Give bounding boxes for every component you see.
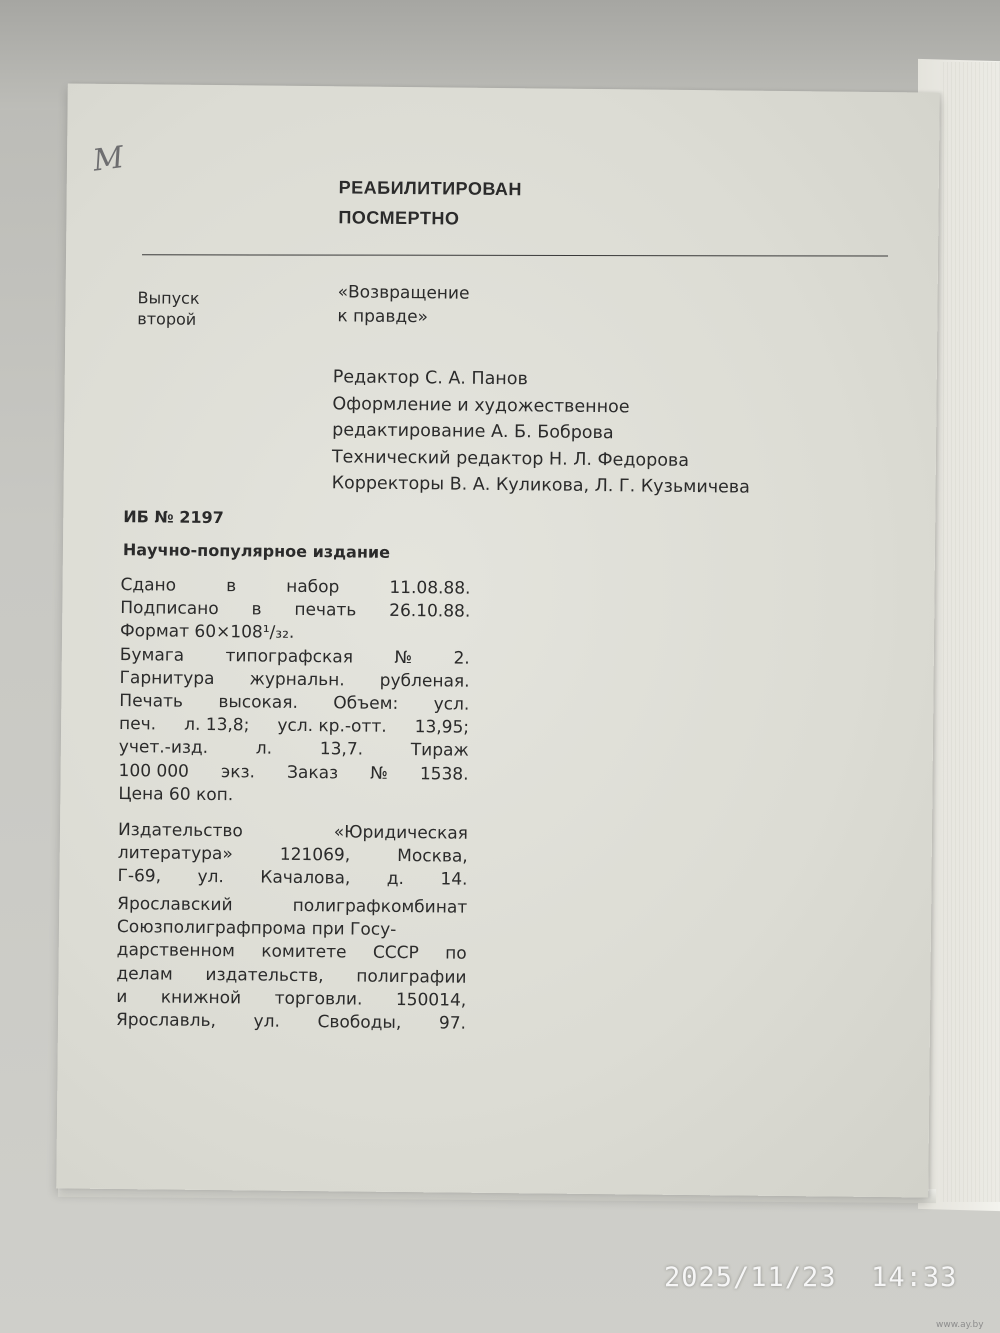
imprint-word: 121069, (279, 844, 351, 866)
imprint-word: Заказ (286, 762, 339, 783)
series-title (338, 172, 522, 234)
imprint-word: № (394, 647, 413, 668)
imprint-word: 11.08.88. (389, 577, 471, 599)
imprint-line (117, 865, 467, 892)
issue-line: Выпуск (137, 288, 200, 308)
imprint-word: Подписано (120, 598, 219, 620)
imprint-word: 13,7. (319, 739, 364, 761)
imprint-word: и (116, 986, 128, 1007)
imprint-word: 1538. (419, 763, 469, 785)
imprint-word: 26.10.88. (389, 601, 471, 622)
imprint-word: 14. (440, 869, 468, 891)
imprint-word: по (445, 943, 467, 965)
genre-label: Научно-популярное издание (122, 540, 391, 562)
imprint-word: 100 000 (118, 760, 190, 782)
imprint-word: усл. кр.-отт. (277, 715, 387, 738)
imprint-word: Объем: (333, 693, 399, 714)
imprint-word: Печать (119, 691, 184, 712)
book-page-edges (940, 62, 1000, 1202)
imprint-word: полиграфкомбинат (292, 895, 468, 918)
imprint-line (119, 690, 469, 717)
imprint-word: СССР (372, 943, 419, 964)
imprint-word: ул. (253, 1011, 281, 1032)
credit-line: Редактор С. А. Панов (332, 367, 528, 390)
imprint-word: д. (386, 869, 405, 890)
imprint-word: Свободы, (317, 1012, 402, 1034)
imprint-word: Москва, (397, 846, 468, 867)
imprint-word: печ. (118, 714, 157, 735)
credits (331, 364, 751, 501)
imprint-word: «Юридическая (333, 822, 469, 844)
pencil-mark: М (90, 140, 126, 179)
imprint-word: Сдано (120, 575, 177, 596)
imprint-word: л. 13,8; (184, 714, 250, 736)
credit-line: Корректоры В. А. Куликова, Л. Г. Кузьмичева (331, 473, 751, 498)
imprint-word: Цена 60 коп. (118, 783, 234, 806)
imprint-word: Тираж (410, 740, 469, 762)
imprint-line (118, 842, 468, 869)
imprint-line (118, 783, 468, 810)
imprint-word: Качалова, (260, 867, 351, 889)
imprint-word: № (370, 763, 388, 784)
imprint-word: Ярославский (117, 894, 233, 916)
imprint-word: книжной (160, 987, 242, 1009)
imprint-word: в (251, 599, 262, 620)
series-name-line: к правде» (337, 306, 429, 328)
imprint-block-print-data (118, 574, 470, 810)
imprint-word: 150014, (395, 989, 467, 1011)
imprint-word: экз. (220, 761, 256, 783)
credit-line: Оформление и художественное (332, 393, 630, 417)
series-name-line: «Возвращение (337, 282, 470, 304)
imprint-word: делам (116, 963, 173, 985)
imprint-block-publisher (117, 819, 468, 892)
imprint-word: рубленая. (379, 670, 470, 692)
imprint-word: высокая. (218, 692, 299, 713)
imprint-word: комитете (261, 941, 347, 963)
imprint-word: набор (286, 576, 340, 598)
issue-label (137, 287, 199, 330)
imprint-line (116, 1009, 466, 1036)
imprint-word: издательств, (205, 964, 324, 986)
credit-line: редактирование А. Б. Боброва (332, 420, 614, 444)
imprint-word: полиграфии (356, 966, 467, 988)
imprint-word: Гарнитура (119, 667, 215, 689)
imprint-word: в (226, 576, 237, 597)
photo-timestamp: 2025/11/23 14:33 (664, 1262, 958, 1293)
issue-line: второй (137, 309, 197, 329)
imprint-word: торговли. (274, 988, 363, 1010)
imprint-word: Бумага (119, 644, 185, 666)
imprint-word: Г-69, (117, 866, 162, 887)
imprint-word: журнальн. (249, 669, 345, 691)
imprint-word: печать (294, 600, 357, 621)
watermark: www.ay.by (936, 1320, 984, 1330)
imprint-word: типографская (225, 645, 354, 668)
imprint-word: Формат 60×108¹/₃₂. (119, 621, 295, 644)
series-name (337, 280, 469, 329)
series-title-line: ПОСМЕРТНО (338, 207, 460, 229)
imprint-word: 13,95; (414, 717, 470, 738)
series-title-line: РЕАБИЛИТИРОВАН (338, 177, 523, 200)
imprint-word: Союзполиграфпрома при Госу- (116, 917, 397, 941)
imprint-word: учет.-изд. (118, 737, 209, 759)
book-page (56, 83, 940, 1197)
title-rule (142, 254, 888, 256)
imprint-word: л. (255, 738, 273, 760)
imprint-word: усл. (433, 694, 470, 715)
imprint-word: Ярославль, (115, 1010, 217, 1032)
credit-line: Технический редактор Н. Л. Федорова (331, 446, 690, 471)
imprint-word: литература» (117, 843, 233, 865)
imprint-word: Издательство (117, 820, 243, 842)
imprint-word: 2. (453, 648, 470, 669)
ib-number: ИБ № 2197 (123, 507, 224, 528)
imprint-word: 97. (438, 1013, 467, 1034)
imprint-word: дарственном (116, 940, 235, 962)
imprint-block-printer (116, 893, 467, 1036)
imprint-word: ул. (197, 867, 224, 888)
